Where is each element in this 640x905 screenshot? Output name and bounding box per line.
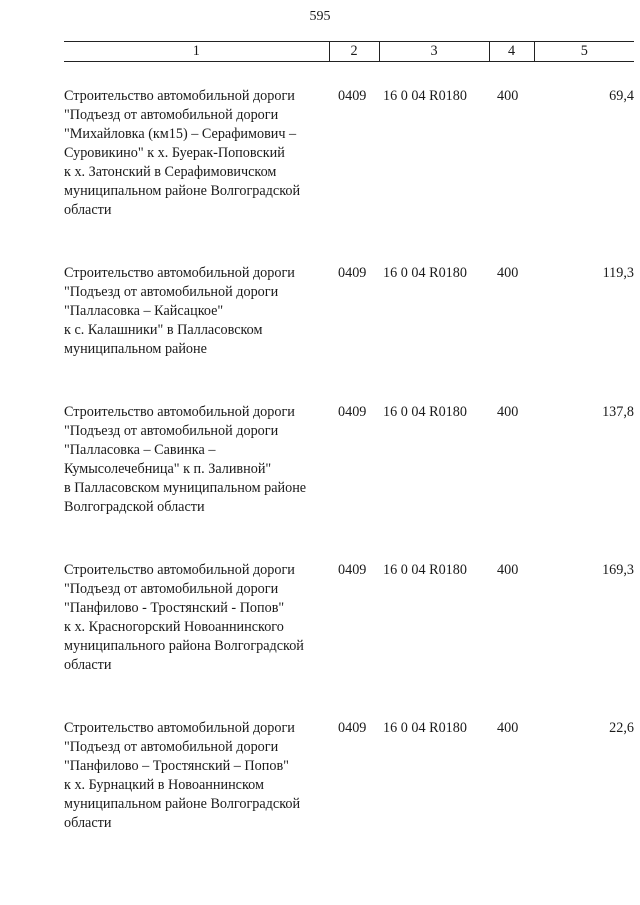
row-expense-type: 400 <box>497 265 519 281</box>
budget-table <box>64 41 634 833</box>
header-col-5: 5 <box>534 42 634 62</box>
row-name: Строительство автомобильной дороги "Подъезд от автомобильной дороги "Палласовка – Савинка – Кумысолечебница" к п. Заливной" в Палласовском муниципальном районе Волгоградской области <box>64 404 307 515</box>
row-expense-type: 400 <box>497 562 519 578</box>
table-row <box>64 517 634 675</box>
row-expense-type: 400 <box>497 720 519 736</box>
table-row <box>64 62 634 221</box>
row-section-code: 0409 <box>338 562 367 578</box>
row-amount: 119,3 <box>602 265 634 281</box>
row-target-article: 16 0 04 R0180 <box>383 265 467 281</box>
table-row <box>64 220 634 359</box>
header-col-3: 3 <box>379 42 489 62</box>
row-amount: 22,6 <box>609 720 634 736</box>
row-section-code: 0409 <box>338 265 367 281</box>
row-target-article: 16 0 04 R0180 <box>383 404 467 420</box>
row-amount: 169,3 <box>602 562 634 578</box>
row-name: Строительство автомобильной дороги "Подъезд от автомобильной дороги "Панфилово - Тростянский - Попов" к х. Красногорский Новоаннинского муниципального района Волгоградской области <box>64 562 304 673</box>
row-section-code: 0409 <box>338 404 367 420</box>
row-name: Строительство автомобильной дороги "Подъезд от автомобильной дороги "Михайловка (км15) – Серафимович – Суровикино" к х. Буерак-Поповский к х. Затонский в Серафимовичском муниципальном районе Волгоградской области <box>64 88 301 218</box>
page-number: 595 <box>309 9 331 24</box>
row-expense-type: 400 <box>497 88 519 104</box>
row-section-code: 0409 <box>338 88 367 104</box>
header-col-4: 4 <box>489 42 534 62</box>
row-expense-type: 400 <box>497 404 519 420</box>
row-amount: 69,4 <box>609 88 634 104</box>
row-target-article: 16 0 04 R0180 <box>383 562 467 578</box>
header-col-1: 1 <box>64 42 329 62</box>
row-target-article: 16 0 04 R0180 <box>383 720 467 736</box>
header-col-2: 2 <box>329 42 379 62</box>
table-header <box>64 42 634 62</box>
table-row <box>64 675 634 833</box>
table-body <box>64 62 634 834</box>
row-name: Строительство автомобильной дороги "Подъезд от автомобильной дороги "Палласовка – Кайсацкое" к с. Калашники" в Палласовском муниципальном районе <box>64 265 295 357</box>
row-target-article: 16 0 04 R0180 <box>383 88 467 104</box>
table-row <box>64 359 634 517</box>
row-section-code: 0409 <box>338 720 367 736</box>
row-name: Строительство автомобильной дороги "Подъезд от автомобильной дороги "Панфилово – Тростянский – Попов" к х. Бурнацкий в Новоаннинском муниципальном районе Волгоградской области <box>64 720 301 831</box>
row-amount: 137,8 <box>602 404 634 420</box>
header-row <box>64 42 634 62</box>
